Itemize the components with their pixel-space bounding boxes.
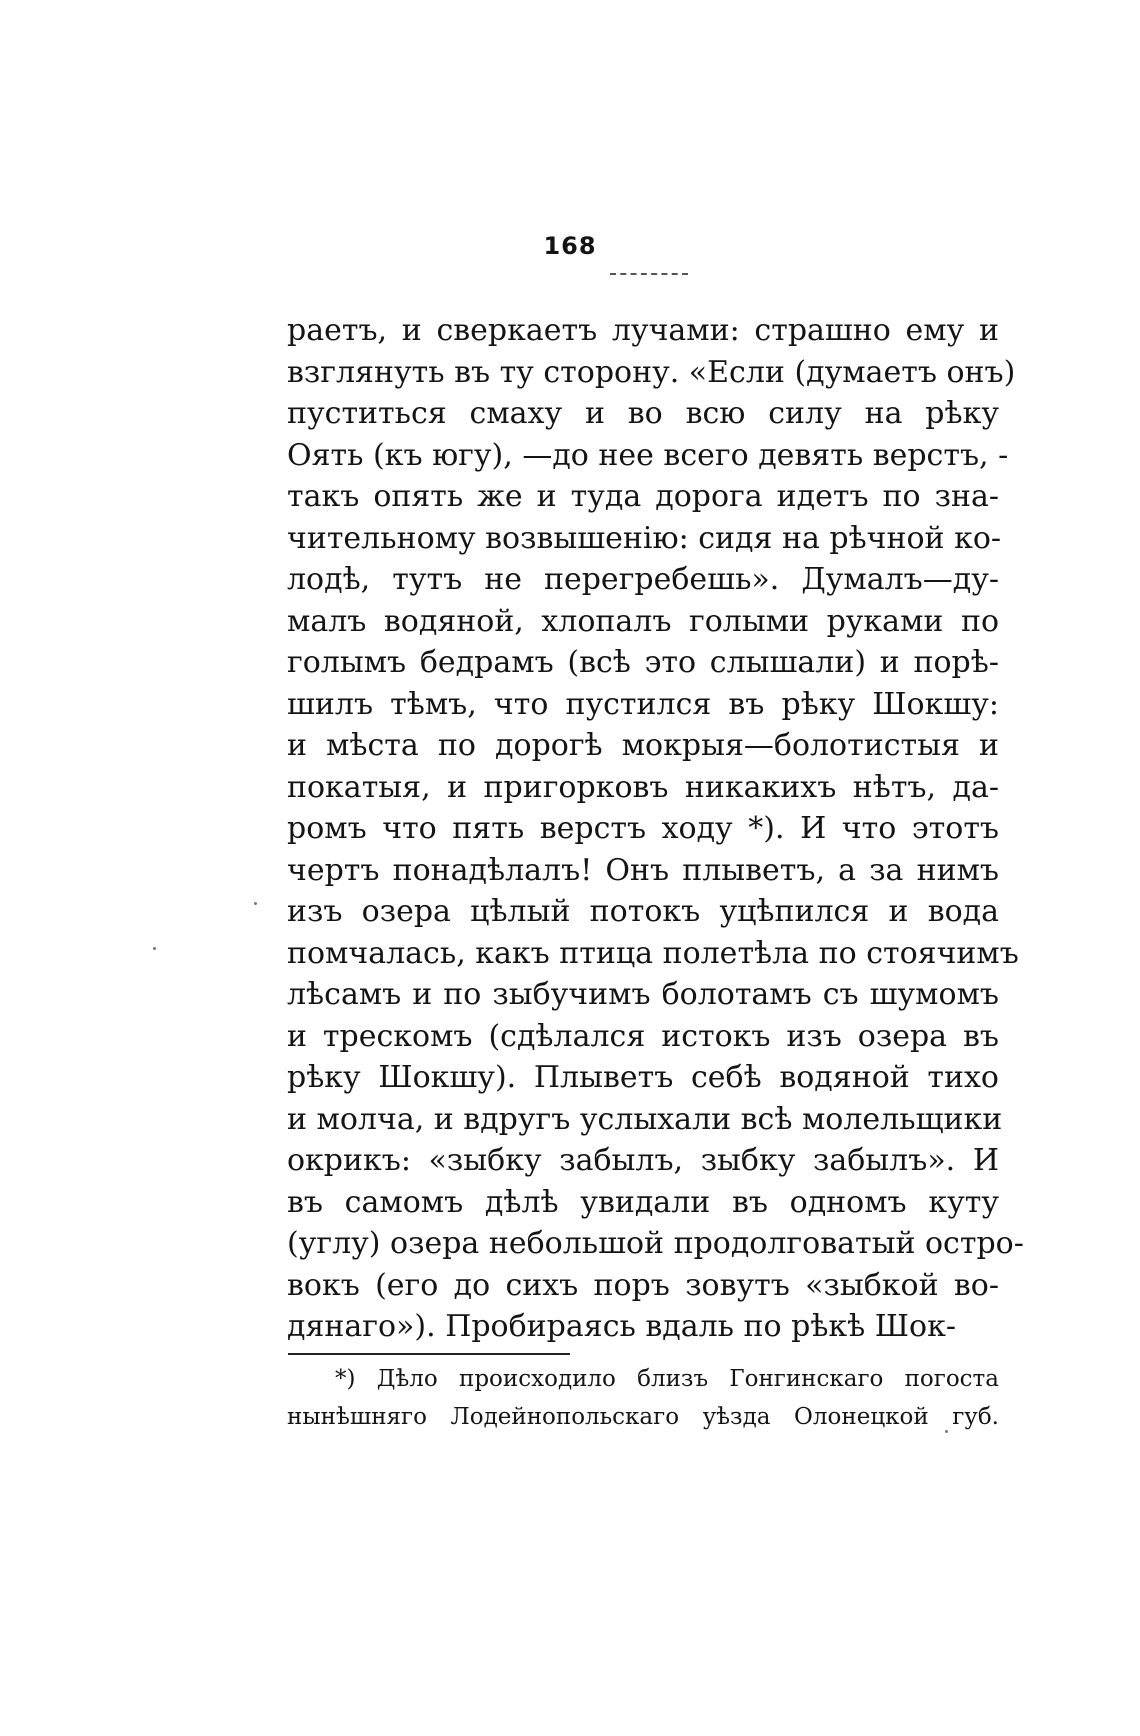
page-number: 168 [543,232,597,260]
text-line: лодѣ, тутъ не перегребешь». Думалъ—ду- [287,562,999,597]
body-text [287,310,1024,1348]
text-line: и мѣста по дорогѣ мокрыя—болотистыя и [287,728,999,763]
text-line: шилъ тѣмъ, что пустился въ рѣку Шокшу: [287,686,999,722]
text-line: взглянуть въ ту сторону. «Если (думаетъ онъ) [287,354,1016,390]
text-line: Оять (къ югу), —до нее всего девять верстъ, - [287,437,1009,473]
text-line: такъ опять же и туда дорога идетъ по зна- [287,479,999,514]
text-line: и трескомъ (сдѣлался истокъ изъ озера въ [287,1018,999,1054]
text-line: изъ озера цѣлый потокъ уцѣпился и вода [287,894,999,929]
text-line: рѣку Шокшу). Плыветъ себѣ водяной тихо [287,1060,999,1095]
footnote [287,1360,999,1436]
scan-speck [153,947,156,950]
page-number-rule [610,273,688,277]
text-line: малъ водяной, хлопалъ голыми руками по [287,603,999,639]
text-line: въ самомъ дѣлѣ увидали въ одномъ куту [287,1184,999,1220]
scan-speck [945,1430,948,1433]
footnote-line: нынѣшняго Лодейнопольскаго уѣзда Олонецкой губ. [287,1404,999,1430]
footnote-rule [288,1353,570,1355]
text-line: лѣсамъ и по зыбучимъ болотамъ съ шумомъ [287,977,999,1012]
text-line: пуститься смаху и во всю силу на рѣку [287,396,999,431]
text-line: покатыя, и пригорковъ никакихъ нѣтъ, да- [287,769,999,805]
text-line: помчалась, какъ птица полетѣла по стоячимъ [287,935,1019,971]
text-line: раетъ, и сверкаетъ лучами: страшно ему и [287,313,999,348]
text-line: чительному возвышенію: сидя на рѣчной ко- [287,520,1002,556]
text-line: и молча, и вдругъ услыхали всѣ молельщики [287,1101,1003,1137]
text-line: (углу) озера небольшой продолговатый остро- [287,1226,1024,1261]
scan-speck [254,902,257,905]
text-line: чертъ понадѣлалъ! Онъ плыветъ, а за нимъ [287,852,999,888]
footnote-line: *) Дѣло происходило близъ Гонгинскаго погоста [335,1366,999,1392]
text-line: дянаго»). Пробираясь вдаль по рѣкѣ Шок- [287,1309,956,1344]
text-line: ромъ что пять верстъ ходу *). И что этотъ [287,811,999,846]
text-line: вокъ (его до сихъ поръ зовутъ «зыбкой во- [287,1267,999,1303]
text-line: голымъ бедрамъ (всѣ это слышали) и порѣ- [287,645,999,680]
text-line: окрикъ: «зыбку забылъ, зыбку забылъ». И [287,1143,999,1178]
